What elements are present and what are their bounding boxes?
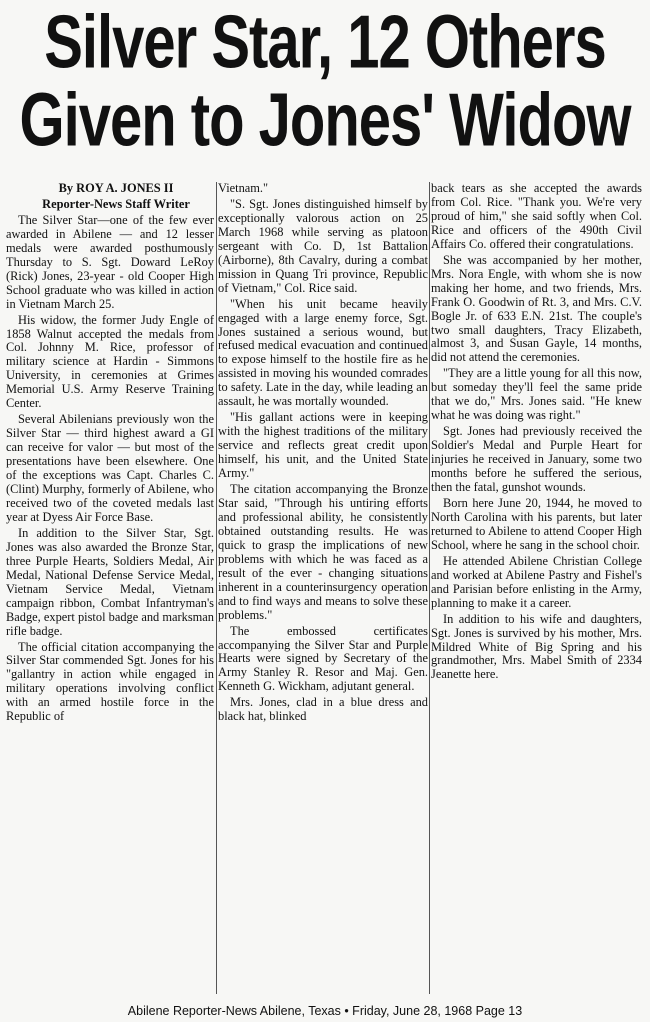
source-caption: Abilene Reporter-News Abilene, Texas • Friday, June 28, 1968 Page 13: [127, 1004, 523, 1018]
byline-author: By ROY A. JONES II: [58, 182, 174, 195]
paragraph: He attended Abilene Christian College and worked at Abilene Pastry and Fishel's and Parisian before enlisting in the Army, planning to make it a career.: [431, 553, 642, 610]
headline-line-1: Silver Star, 12 Others: [44, 0, 606, 85]
column-rule: [216, 182, 217, 994]
paragraph: In addition to his wife and daughters, Sgt. Jones is survived by his mother, Mrs. Mildred White of Big Spring and his grandmother, Mrs. Mabel Smith of 2334 Jeanette here.: [431, 611, 642, 682]
paragraph: Several Abilenians previously won the Silver Star — third highest award a GI can receive for valor — but most of the presentations have been elsewhere. One of the exceptions was Capt. Charles C. (Clint) Murphy, formerly of Abilene, who received two of the coveted medals last year at Dyess Air Force Base.: [6, 412, 214, 524]
paragraph: "S. Sgt. Jones distinguished himself by exceptionally valorous action on 25 March 1968 while serving as platoon sergeant with Co. D, 1st Battalion (Airborne), 8th Cavalry, during a combat mission in Quang Tri province, Republic of Vietnam," Col. Rice said.: [218, 196, 428, 295]
byline-title: Reporter-News Staff Writer: [42, 196, 190, 211]
column-rule: [429, 182, 430, 994]
paragraph: Sgt. Jones had previously received the Soldier's Medal and Purple Heart for injuries he received in January, some two months before he suffered the serious, then the fatal, gunshot wounds.: [431, 424, 642, 495]
paragraph: "His gallant actions were in keeping with the highest traditions of the military service and reflects great credit upon himself, his unit, and the United State Army.": [218, 410, 428, 481]
paragraph: Mrs. Jones, clad in a blue dress and black hat, blinked: [218, 695, 428, 724]
paragraph: The citation accompanying the Bronze Star said, "Through his untiring efforts and professional ability, he consistently obtained outstanding results. He was quick to grasp the implications of new problems with which he was faced as a result of the ever - changing situations inherent in a counterinsurgency operation and to find ways and means to solve these problems.": [218, 482, 428, 622]
paragraph: The official citation accompanying the Silver Star commended Sgt. Jones for his "gallantry in action while engaged in military operations involving conflict with an armed hostile force in the Republic of: [6, 639, 214, 724]
paragraph: "When his unit became heavily engaged with a large enemy force, Sgt. Jones sustained a serious wound, but refused medical evacuation and continued to expose himself to the hostile fire as he assisted in moving his wounded comrades to safety. Late in the day, while leading an assault, he was mortally wounded.: [218, 296, 428, 409]
headline-line-2: Given to Jones' Widow: [19, 78, 631, 163]
article-column-2: [218, 182, 428, 997]
paragraph: In addition to the Silver Star, Sgt. Jones was also awarded the Bronze Star, three Purple Hearts, Soldiers Medal, Air Medal, National Defense Service Medal, Vietnam Service Medal, Vietnam campaign ribbon, Combat Infantryman's Badge, expert pistol badge and marksman rifle badge.: [6, 525, 214, 638]
paragraph: Born here June 20, 1944, he moved to North Carolina with his parents, but later returned to Abilene to attend Cooper High School, where he sang in the school choir.: [431, 495, 642, 552]
headline: [0, 0, 650, 163]
article-column-1: [6, 182, 214, 997]
paragraph: "They are a little young for all this now, but someday they'll feel the same pride that we do," Mrs. Jones said. "He knew what he was doing was right.": [431, 366, 642, 423]
paragraph: His widow, the former Judy Engle of 1858 Walnut accepted the medals from Col. Johnny M. Rice, professor of military science at Hardin - Simmons University, in ceremonies at Grimes Memorial U.S. Army Reserve Training Center.: [6, 312, 214, 411]
paragraph: Vietnam.": [218, 182, 269, 195]
paragraph: back tears as she accepted the awards from Col. Rice. "Thank you. We're very proud of him," she said softly when Col. Rice and officers of the 490th Civil Affairs Co. offered their congratulations.: [431, 182, 642, 251]
article-column-3: [431, 182, 642, 997]
paragraph: The embossed certificates accompanying the Silver Star and Purple Hearts were signed by Secretary of the Army Stanley R. Resor and Maj. Gen. Kenneth G. Wickham, adjutant general.: [218, 623, 428, 694]
paragraph: She was accompanied by her mother, Mrs. Nora Engle, with whom she is now making her home, and two friends, Mrs. Frank O. Goodwin of Rt. 3, and Mrs. C.V. Bogle Jr. of 633 E.N. 21st. The couple's two small daughters, Tracy Elizabeth, almost 3, and Susan Gayle, 14 months, did not attend the ceremonies.: [431, 252, 642, 365]
paragraph: The Silver Star—one of the few ever awarded in Abilene — and 12 lesser medals were awarded posthumously Thursday to S. Sgt. Doward LeRoy (Rick) Jones, 23-year - old Cooper High School graduate who was killed in action in Vietnam March 25.: [6, 212, 214, 311]
